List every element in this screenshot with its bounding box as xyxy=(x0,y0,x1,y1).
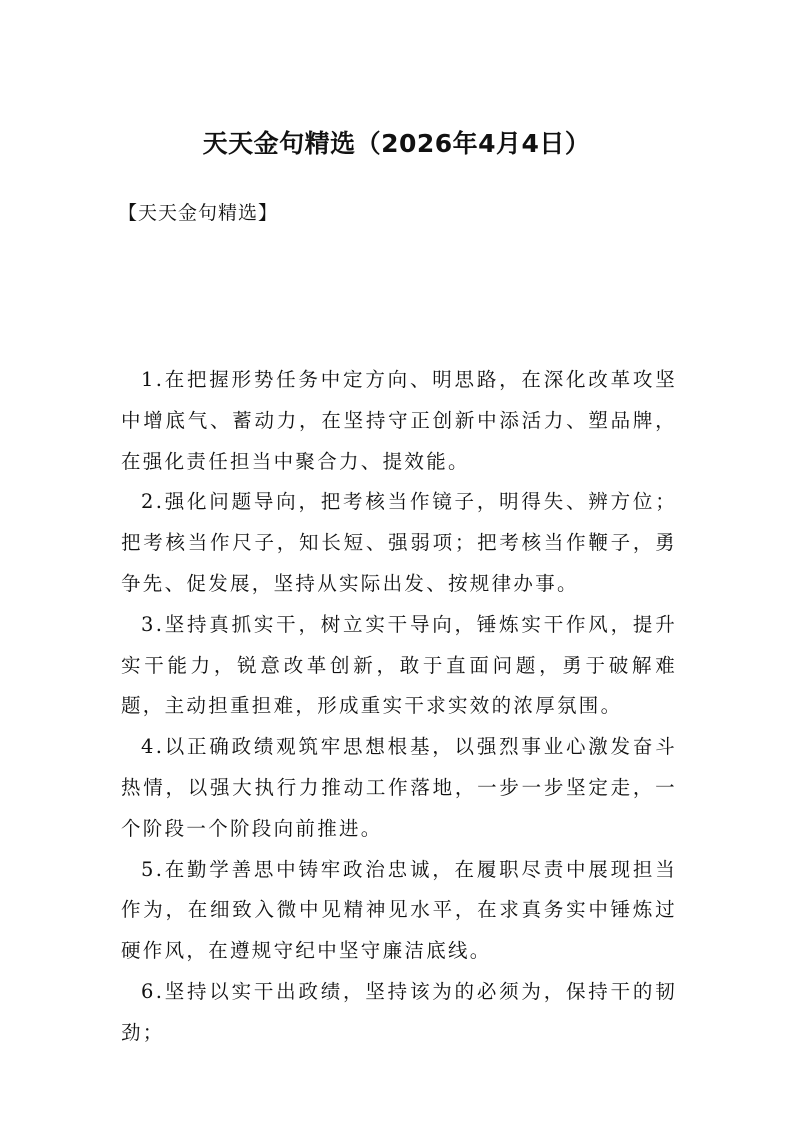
document-body xyxy=(121,360,677,1054)
paragraph-5: 5.在勤学善思中铸牢政治忠诚，在履职尽责中展现担当作为，在细致入微中见精神见水平，在求真务实中锤炼过硬作风，在遵规守纪中坚守廉洁底线。 xyxy=(121,857,677,963)
document-title: 天天金句精选（2026年4月4日） xyxy=(202,129,591,158)
section-label: 【天天金句精选】 xyxy=(118,202,279,224)
paragraph-6: 6.坚持以实干出政绩，坚持该为的必须为，保持干的韧劲； xyxy=(121,979,677,1044)
paragraph-1: 1.在把握形势任务中定方向、明思路，在深化改革攻坚中增底气、蓄动力，在坚持守正创新中添活力、塑品牌，在强化责任担当中聚合力、提效能。 xyxy=(121,368,677,473)
paragraph-3: 3.坚持真抓实干，树立实干导向，锤炼实干作风，提升实干能力，锐意改革创新，敢于直面问题，勇于破解难题，主动担重担难，形成重实干求实效的浓厚氛围。 xyxy=(121,612,677,718)
paragraph-4: 4.以正确政绩观筑牢思想根基，以强烈事业心激发奋斗热情，以强大执行力推动工作落地，一步一步坚定走，一个阶段一个阶段向前推进。 xyxy=(121,735,677,840)
paragraph-2: 2.强化问题导向，把考核当作镜子，明得失、辨方位；把考核当作尺子，知长短、强弱项；把考核当作鞭子，勇争先、促发展，坚持从实际出发、按规律办事。 xyxy=(121,490,677,595)
